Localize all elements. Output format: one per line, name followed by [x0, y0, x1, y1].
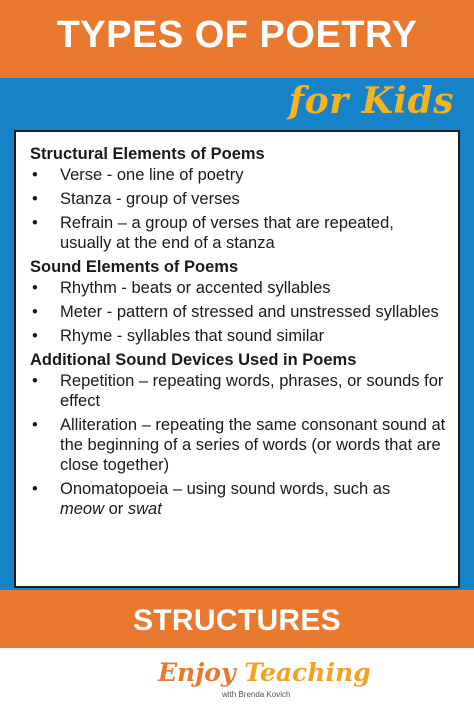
list-item-text: Verse - one line of poetry — [60, 166, 244, 184]
list-item — [30, 213, 446, 253]
bullet-icon: • — [32, 372, 38, 390]
list-item — [30, 278, 446, 298]
bullet-icon: • — [32, 416, 38, 434]
structures-title: STRUCTURES — [132, 604, 341, 637]
list-item-text: Repetition – repeating words, phrases, or sounds for effect — [60, 372, 444, 410]
list-item — [30, 189, 446, 209]
page-title: TYPES OF POETRY — [56, 14, 418, 56]
logo-byline: with Brenda Kovich — [222, 690, 291, 699]
list-item — [30, 165, 446, 185]
onomatopoeia-text: Onomatopoeia – using sound words, such as — [60, 480, 391, 498]
additional-list — [30, 371, 446, 519]
bullet-icon: • — [32, 303, 38, 321]
section-heading-additional: Additional Sound Devices Used in Poems — [30, 351, 357, 369]
example-swat: swat — [127, 500, 162, 518]
bullet-icon: • — [32, 480, 38, 498]
enjoy-teaching-logo — [0, 652, 474, 711]
content-box — [14, 130, 460, 588]
list-item — [30, 479, 446, 519]
list-item — [30, 302, 446, 322]
list-item-text: Stanza - group of verses — [60, 190, 240, 208]
logo-word-teaching: Teaching — [244, 658, 371, 687]
logo-word-enjoy: Enjoy — [158, 658, 236, 687]
logo-wordmark — [158, 658, 371, 687]
section-heading-structural: Structural Elements of Poems — [30, 145, 265, 163]
list-item — [30, 326, 446, 346]
bullet-icon: • — [32, 166, 38, 184]
list-item-text: Meter - pattern of stressed and unstressed syllables — [60, 303, 439, 321]
example-meow: meow — [60, 500, 105, 518]
list-item — [30, 415, 446, 475]
example-connector: or — [108, 500, 124, 518]
list-item-text: Rhyme - syllables that sound similar — [60, 327, 325, 345]
section-heading-sound: Sound Elements of Poems — [30, 258, 239, 276]
list-item-text: Rhythm - beats or accented syllables — [60, 279, 331, 297]
subtitle: for Kids — [288, 80, 454, 122]
list-item-text: Alliteration – repeating the same consonant sound at the beginning of a series of words (or words that are close together) — [60, 416, 446, 474]
list-item — [30, 371, 446, 411]
list-item-text — [60, 480, 390, 518]
bullet-icon: • — [32, 190, 38, 208]
sound-list — [30, 278, 446, 346]
bullet-icon: • — [32, 279, 38, 297]
structural-list — [30, 165, 446, 253]
list-item-text: Refrain – a group of verses that are repeated, usually at the end of a stanza — [60, 214, 394, 252]
bullet-icon: • — [32, 327, 38, 345]
bullet-icon: • — [32, 214, 38, 232]
